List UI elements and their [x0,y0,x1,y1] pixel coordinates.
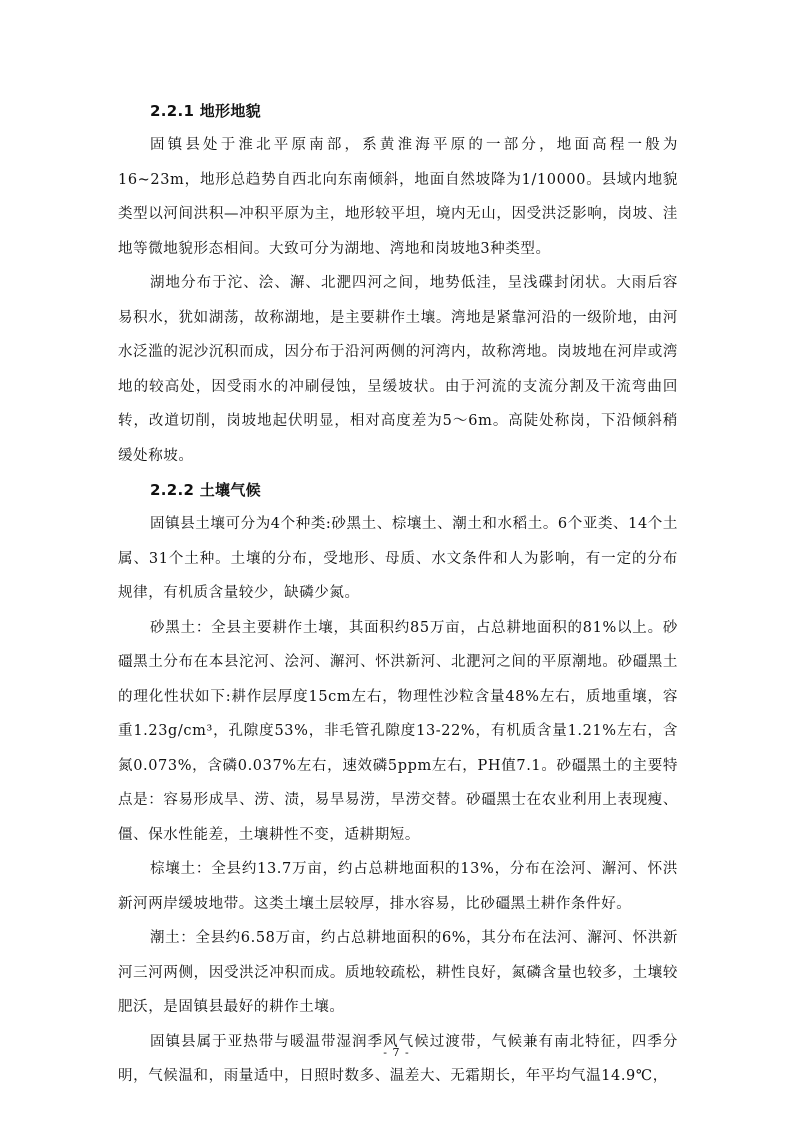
paragraph-terrain-overview: 固镇县处于淮北平原南部，系黄淮海平原的一部分，地面高程一般为16~23m，地形总趋势自西北向东南倾斜，地面自然坡降为1/10000。县域内地貌类型以河间洪积—冲积平原为主，地形较平坦，境内无山，因受洪泛影响，岗坡、洼地等微地貌形态相间。大致可分为湖地、湾地和岗坡地3种类型。 [118,137,678,257]
paragraph-fluvo-soil: 潮土：全县约6.58万亩，约占总耕地面积的6%，其分布在法河、澥河、怀洪新河三河两侧，因受洪泛冲积而成。质地较疏松，耕性良好，氮磷含量也较多，土壤较肥沃，是固镇县最好的耕作土壤。 [118,930,678,1015]
paragraph-soil-overview: 固镇县土壤可分为4个种类:砂黑土、棕壤土、潮土和水稻土。6个亚类、14个土属、31个土种。土壤的分布，受地形、母质、水文条件和人为影响，有一定的分布规律，有机质含量较少，缺磷少氮。 [118,516,678,601]
paragraph-sandy-black-soil: 砂黑土：全县主要耕作土壤，其面积约85万亩，占总耕地面积的81%以上。砂礓黑土分布在本县沱河、浍河、澥河、怀洪新河、北淝河之间的平原潮地。砂礓黑土的理化性状如下:耕作层厚度15cm左右，物理性沙粒含量48%左右，质地重壤，容重1.23g/cm³，孔隙度53%，非毛管孔隙度13-22%，有机质含量1.21%左右，含氮0.073%，含磷0.037%左右，速效磷5ppm左右，PH值7.1。砂礓黑土的主要特点是：容易形成旱、涝、渍，易旱易涝，旱涝交替。砂礓黑士在农业利用上表现瘦、僵、保水性能差，土壤耕性不变，适耕期短。 [118,619,678,843]
paragraph-brown-soil: 棕壤土：全县约13.7万亩，约占总耕地面积的13%，分布在浍河、澥河、怀洪新河两岸缓坡地带。这类土壤土层较厚，排水容易，比砂礓黑土耕作条件好。 [118,861,678,912]
paragraph-landform-types: 湖地分布于沱、浍、澥、北淝四河之间，地势低洼，呈浅碟封闭状。大雨后容易积水，犹如湖荡，故称湖地，是主要耕作土壤。湾地是紧靠河沿的一级阶地，由河水泛滥的泥沙沉积而成，因分布于沿河两侧的河湾内，故称湾地。岗坡地在河岸或湾地的较高处，因受雨水的冲刷侵蚀，呈缓坡状。由于河流的支流分割及干流弯曲回转，改道切削，岗坡地起伏明显，相对高度差为5～6m。高陡处称岗，下沿倾斜稍缓处称坡。 [118,275,678,464]
paragraph-climate: 固镇县属于亚热带与暖温带湿润季风气候过渡带，气候兼有南北特征，四季分明，气候温和，雨量适中，日照时数多、温差大、无霜期长，年平均气温14.9℃， [118,1033,678,1084]
section-heading-terrain: 2.2.1 地形地貌 [150,102,261,120]
page-content [118,94,678,1094]
page-number: - 7 - [383,1046,410,1059]
section-heading-soil-climate: 2.2.2 土壤气候 [150,481,261,499]
